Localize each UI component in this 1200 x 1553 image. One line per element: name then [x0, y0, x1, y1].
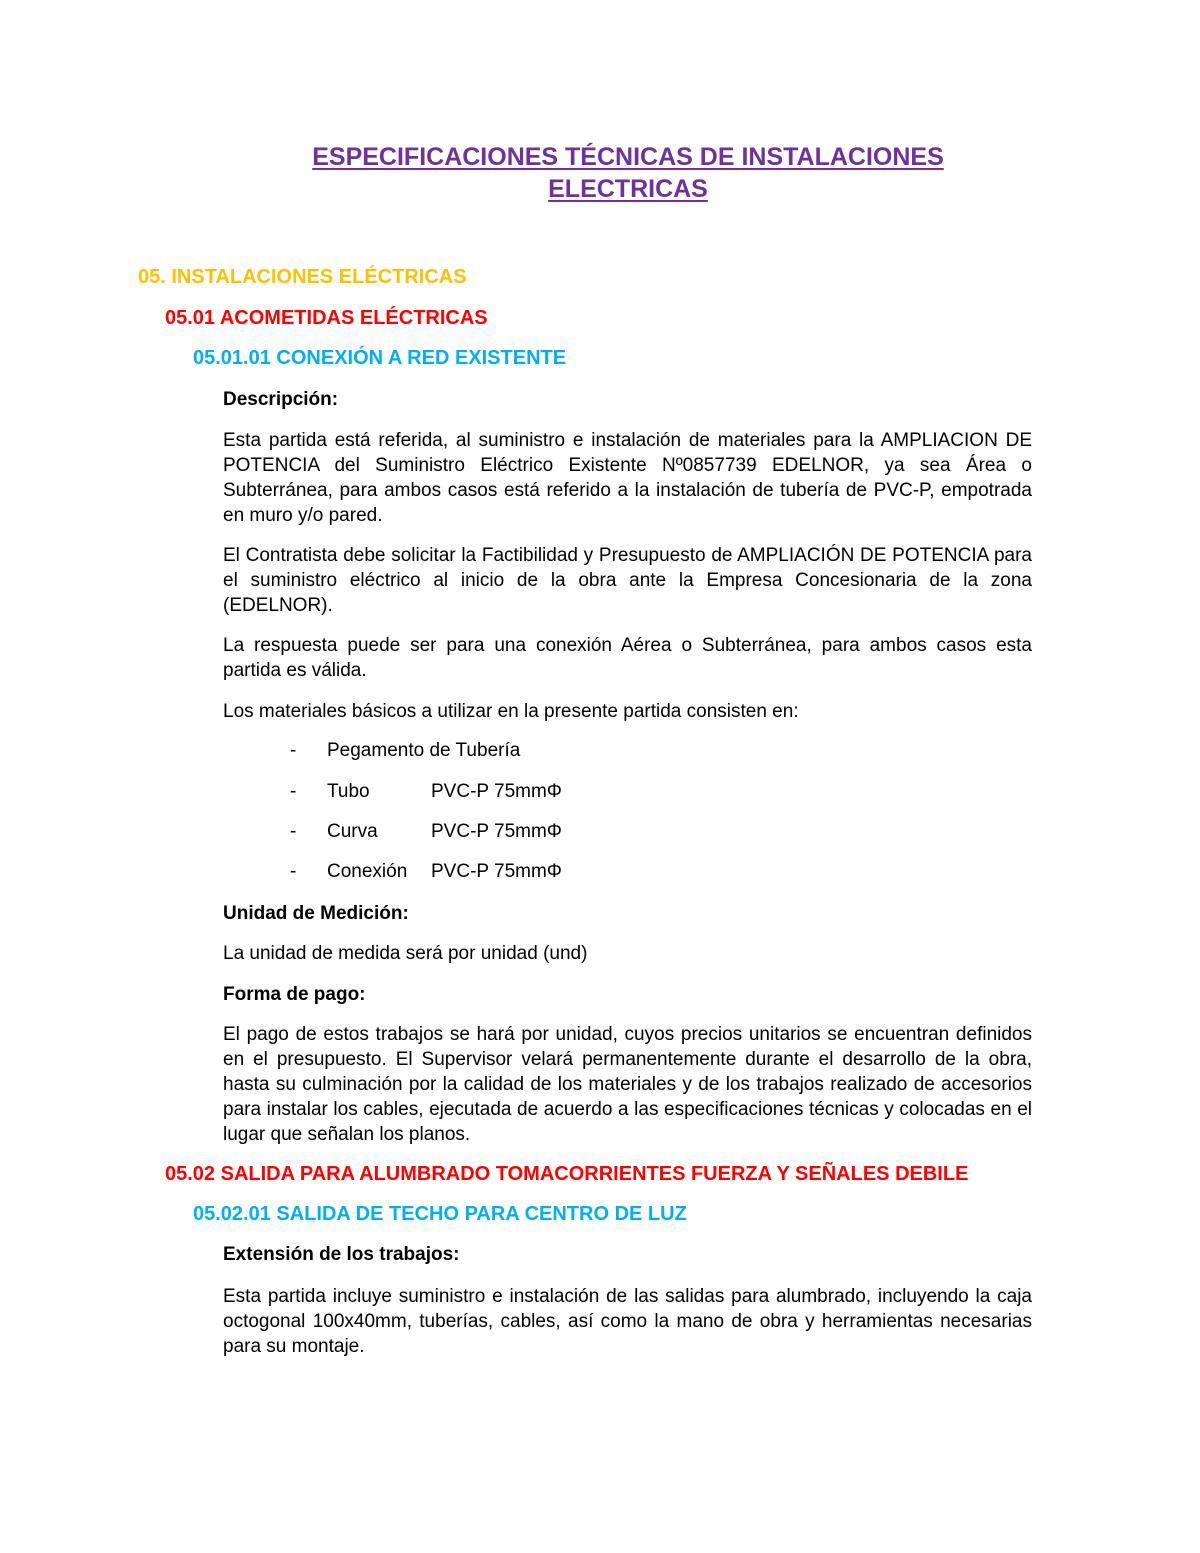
list-dash: -	[290, 740, 297, 761]
list-dash: -	[290, 821, 297, 842]
material-spec: PVC-P 75mmΦ	[431, 861, 562, 882]
material-list-item	[290, 820, 562, 844]
extension-trabajos-text: Esta partida incluye suministro e instalación de las salidas para alumbrado, incluyendo la caja octogonal 100x40mm, tuberías, cables, así como la mano de obra y herramientas necesarias para su montaje.	[223, 1286, 1032, 1357]
material-name: Tubo	[327, 781, 370, 802]
descripcion-paragraph-3: La respuesta puede ser para una conexión Aérea o Subterránea, para ambos casos esta partida es válida.	[223, 635, 1032, 681]
material-list-item	[290, 780, 562, 804]
unidad-medicion-text: La unidad de medida será por unidad (und)	[223, 943, 588, 964]
list-dash: -	[290, 861, 297, 882]
material-spec: PVC-P 75mmΦ	[431, 781, 562, 802]
material-list-item	[290, 739, 520, 763]
section-heading-05-01: 05.01 ACOMETIDAS ELÉCTRICAS	[165, 307, 488, 329]
section-heading-05: 05. INSTALACIONES ELÉCTRICAS	[138, 266, 467, 288]
forma-pago-text: El pago de estos trabajos se hará por unidad, cuyos precios unitarios se encuentran definidos en el presupuesto. El Supervisor velará permanentemente durante el desarrollo de la obra, hasta su culminación por la calidad de los materiales y de los trabajos realizado de accesorios para instalar los cables, ejecutada de acuerdo a las especificaciones técnicas y colocadas en el lugar que señalan los planos.	[223, 1024, 1032, 1145]
list-dash: -	[290, 781, 297, 802]
descripcion-paragraph-4: Los materiales básicos a utilizar en la presente partida consisten en:	[223, 701, 799, 722]
material-name: Conexión	[327, 861, 408, 882]
forma-pago-label: Forma de pago:	[223, 984, 366, 1005]
extension-trabajos-label: Extensión de los trabajos:	[223, 1244, 460, 1265]
descripcion-label: Descripción:	[223, 389, 339, 410]
section-heading-05-01-01: 05.01.01 CONEXIÓN A RED EXISTENTE	[193, 347, 567, 369]
material-spec: PVC-P 75mmΦ	[431, 821, 562, 842]
document-title-line2: ELECTRICAS	[548, 175, 708, 203]
material-name: Pegamento de Tubería	[327, 740, 521, 761]
material-name: Curva	[327, 821, 378, 842]
descripcion-paragraph-1: Esta partida está referida, al suministro e instalación de materiales para la AMPLIACION DE POTENCIA del Suministro Eléctrico Existente Nº0857739 EDELNOR, ya sea Área o Subterránea, para ambos casos está referido a la instalación de tubería de PVC-P, empotrada en muro y/o pared.	[223, 430, 1032, 526]
section-heading-05-02: 05.02 SALIDA PARA ALUMBRADO TOMACORRIENTES FUERZA Y SEÑALES DEBILE	[165, 1163, 969, 1185]
unidad-medicion-label: Unidad de Medición:	[223, 903, 409, 924]
section-heading-05-02-01: 05.02.01 SALIDA DE TECHO PARA CENTRO DE LUZ	[193, 1203, 687, 1225]
material-list-item	[290, 860, 562, 884]
document-title-line1: ESPECIFICACIONES TÉCNICAS DE INSTALACIONES	[312, 143, 944, 171]
descripcion-paragraph-2: El Contratista debe solicitar la Factibilidad y Presupuesto de AMPLIACIÓN DE POTENCIA para el suministro eléctrico al inicio de la obra ante la Empresa Concesionaria de la zona (EDELNOR).	[223, 545, 1032, 616]
